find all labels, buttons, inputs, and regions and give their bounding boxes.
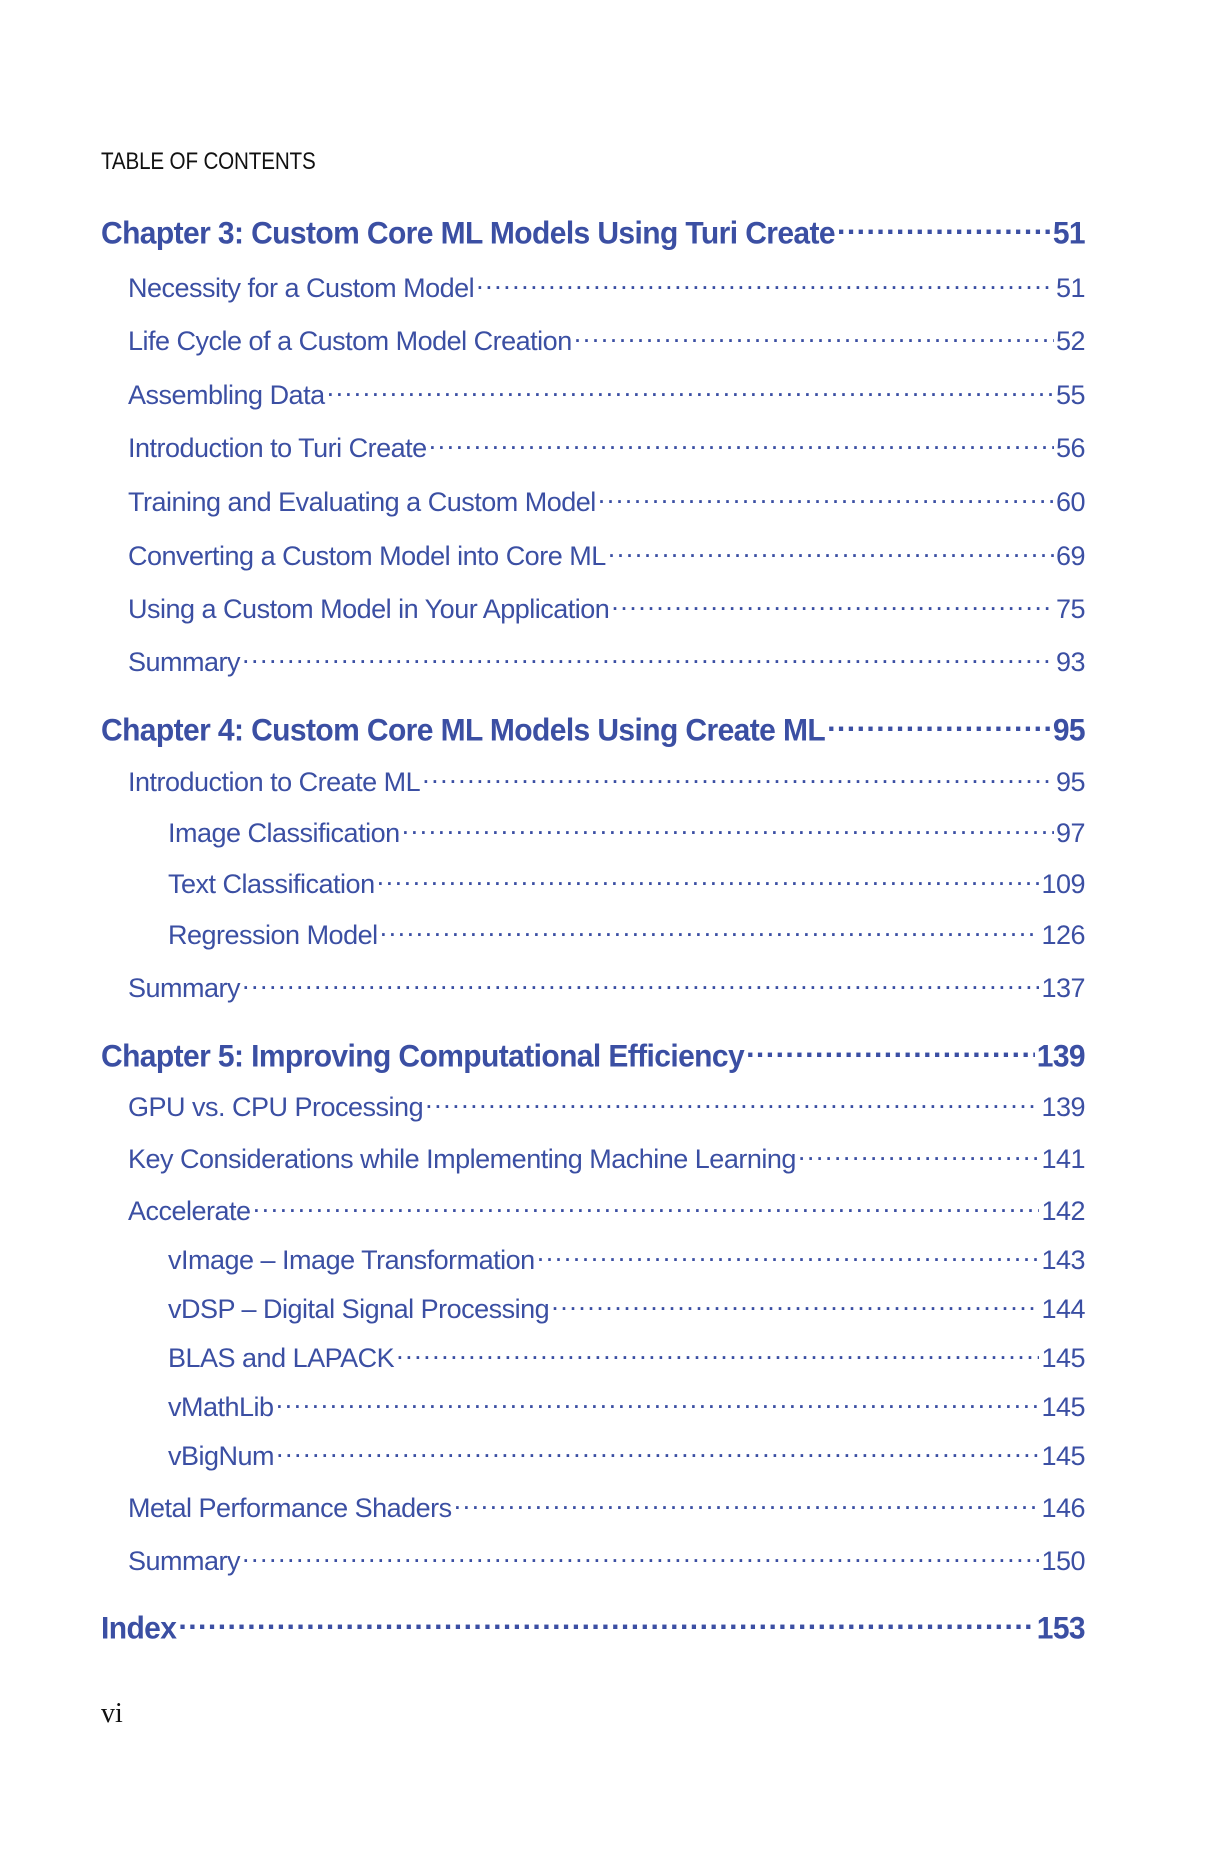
dot-leader	[242, 970, 1039, 997]
toc-entry-page-number: 93	[1055, 647, 1085, 677]
dot-leader	[242, 644, 1054, 671]
toc-entry-page-number: 141	[1041, 1144, 1085, 1174]
toc-entry-page-number: 55	[1055, 380, 1085, 410]
toc-entry-title: vDSP – Digital Signal Processing	[168, 1294, 550, 1324]
toc-entry-page-number: 60	[1055, 487, 1085, 517]
toc-entry-title: vMathLib	[168, 1392, 274, 1422]
toc-entry-page-number: 143	[1041, 1245, 1085, 1275]
toc-entry-title: Accelerate	[128, 1196, 251, 1226]
toc-entry-title: Metal Performance Shaders	[128, 1493, 452, 1523]
toc-entry-page-number: 145	[1041, 1441, 1085, 1471]
toc-entry-page-number: 137	[1041, 973, 1085, 1003]
dot-leader	[429, 430, 1054, 457]
toc-entry-title: Image Classification	[168, 818, 400, 848]
toc-entry[interactable]	[128, 538, 1085, 572]
toc-entry-title: Introduction to Turi Create	[128, 433, 427, 463]
toc-entry[interactable]	[128, 430, 1085, 464]
toc-entry-title: Converting a Custom Model into Core ML	[128, 541, 606, 571]
dot-leader	[798, 1141, 1040, 1168]
toc-entry-page-number: 153	[1036, 1611, 1085, 1646]
toc-entry-title: Chapter 4: Custom Core ML Models Using Create ML	[101, 713, 826, 748]
toc-entry-page-number: 142	[1041, 1196, 1085, 1226]
running-head: TABLE OF CONTENTS	[101, 148, 316, 175]
toc-entry[interactable]	[168, 815, 1085, 849]
toc-entry-title: Key Considerations while Implementing Machine Learning	[128, 1144, 796, 1174]
toc-entry-page-number: 150	[1041, 1546, 1085, 1576]
dot-leader	[422, 764, 1054, 791]
toc-entry[interactable]	[128, 484, 1085, 518]
dot-leader	[425, 1089, 1039, 1116]
toc-entry[interactable]	[128, 970, 1085, 1004]
toc-entry[interactable]	[168, 1389, 1085, 1423]
dot-leader	[537, 1242, 1040, 1269]
toc-entry-title: Index	[101, 1611, 177, 1646]
toc-entry-page-number: 95	[1055, 767, 1085, 797]
toc-entry[interactable]	[128, 764, 1085, 798]
toc-entry[interactable]	[128, 1490, 1085, 1524]
toc-entry[interactable]	[168, 1291, 1085, 1325]
toc-entry-page-number: 51	[1055, 273, 1085, 303]
toc-entry-page-number: 146	[1041, 1493, 1085, 1523]
dot-leader	[551, 1291, 1039, 1318]
toc-entry-page-number: 95	[1052, 713, 1085, 748]
toc-chapter-entry[interactable]	[101, 710, 1085, 748]
dot-leader	[380, 917, 1040, 944]
toc-entry[interactable]	[168, 1340, 1085, 1374]
dot-leader	[608, 538, 1054, 565]
toc-entry[interactable]	[168, 866, 1085, 900]
dot-leader	[276, 1389, 1040, 1416]
toc-chapter-entry[interactable]	[101, 1036, 1085, 1074]
toc-entry[interactable]	[128, 1141, 1085, 1175]
toc-entry-title: Summary	[128, 973, 241, 1003]
dot-leader	[276, 1438, 1039, 1465]
toc-entry-page-number: 139	[1036, 1039, 1085, 1074]
toc-entry-page-number: 109	[1041, 869, 1085, 899]
toc-entry-page-number: 51	[1052, 216, 1085, 251]
dot-leader	[827, 710, 1051, 740]
toc-entry-title: Chapter 5: Improving Computational Efficiency	[101, 1039, 745, 1074]
toc-entry-title: Using a Custom Model in Your Application	[128, 594, 610, 624]
dot-leader	[746, 1036, 1035, 1066]
toc-entry[interactable]	[168, 917, 1085, 951]
toc-entry[interactable]	[168, 1438, 1085, 1472]
toc-chapter-entry[interactable]	[101, 1608, 1085, 1646]
toc-entry[interactable]	[128, 644, 1085, 678]
dot-leader	[178, 1608, 1034, 1638]
toc-entry[interactable]	[128, 1193, 1085, 1227]
toc-entry-page-number: 144	[1041, 1294, 1085, 1324]
dot-leader	[396, 1340, 1039, 1367]
dot-leader	[574, 323, 1054, 350]
toc-entry-title: vImage – Image Transformation	[168, 1245, 535, 1275]
toc-entry[interactable]	[128, 1089, 1085, 1123]
toc-entry-page-number: 52	[1055, 326, 1085, 356]
toc-entry-title: Regression Model	[168, 920, 378, 950]
toc-entry-title: Training and Evaluating a Custom Model	[128, 487, 596, 517]
toc-entry-title: Text Classification	[168, 869, 375, 899]
dot-leader	[476, 270, 1054, 297]
toc-entry-title: Chapter 3: Custom Core ML Models Using Turi Create	[101, 216, 835, 251]
toc-entry-page-number: 97	[1055, 818, 1085, 848]
toc-entry[interactable]	[128, 591, 1085, 625]
toc-entry[interactable]	[128, 377, 1085, 411]
dot-leader	[598, 484, 1054, 511]
dot-leader	[253, 1193, 1040, 1220]
toc-entry-page-number: 69	[1055, 541, 1085, 571]
toc-entry-page-number: 145	[1041, 1392, 1085, 1422]
toc-entry-page-number: 56	[1055, 433, 1085, 463]
toc-chapter-entry[interactable]	[101, 213, 1085, 251]
toc-entry-page-number: 126	[1041, 920, 1085, 950]
toc-entry-title: Introduction to Create ML	[128, 767, 421, 797]
toc-entry-title: GPU vs. CPU Processing	[128, 1092, 424, 1122]
toc-entry-title: vBigNum	[168, 1441, 275, 1471]
toc-entry[interactable]	[128, 1543, 1085, 1577]
toc-entry[interactable]	[128, 270, 1085, 304]
toc-entry-title: Assembling Data	[128, 380, 325, 410]
toc-entry-title: Life Cycle of a Custom Model Creation	[128, 326, 572, 356]
dot-leader	[377, 866, 1040, 893]
toc-entry[interactable]	[128, 323, 1085, 357]
page-folio: vi	[101, 1698, 123, 1729]
dot-leader	[402, 815, 1054, 842]
toc-entry-title: Summary	[128, 1546, 241, 1576]
dot-leader	[611, 591, 1054, 618]
toc-entry-title: BLAS and LAPACK	[168, 1343, 395, 1373]
dot-leader	[454, 1490, 1040, 1517]
toc-entry[interactable]	[168, 1242, 1085, 1276]
toc-entry-title: Necessity for a Custom Model	[128, 273, 475, 303]
dot-leader	[327, 377, 1054, 404]
toc-entry-title: Summary	[128, 647, 241, 677]
toc-entry-page-number: 139	[1041, 1092, 1085, 1122]
toc-entry-page-number: 145	[1041, 1343, 1085, 1373]
toc-entry-page-number: 75	[1055, 594, 1085, 624]
dot-leader	[242, 1543, 1039, 1570]
dot-leader	[837, 213, 1051, 243]
